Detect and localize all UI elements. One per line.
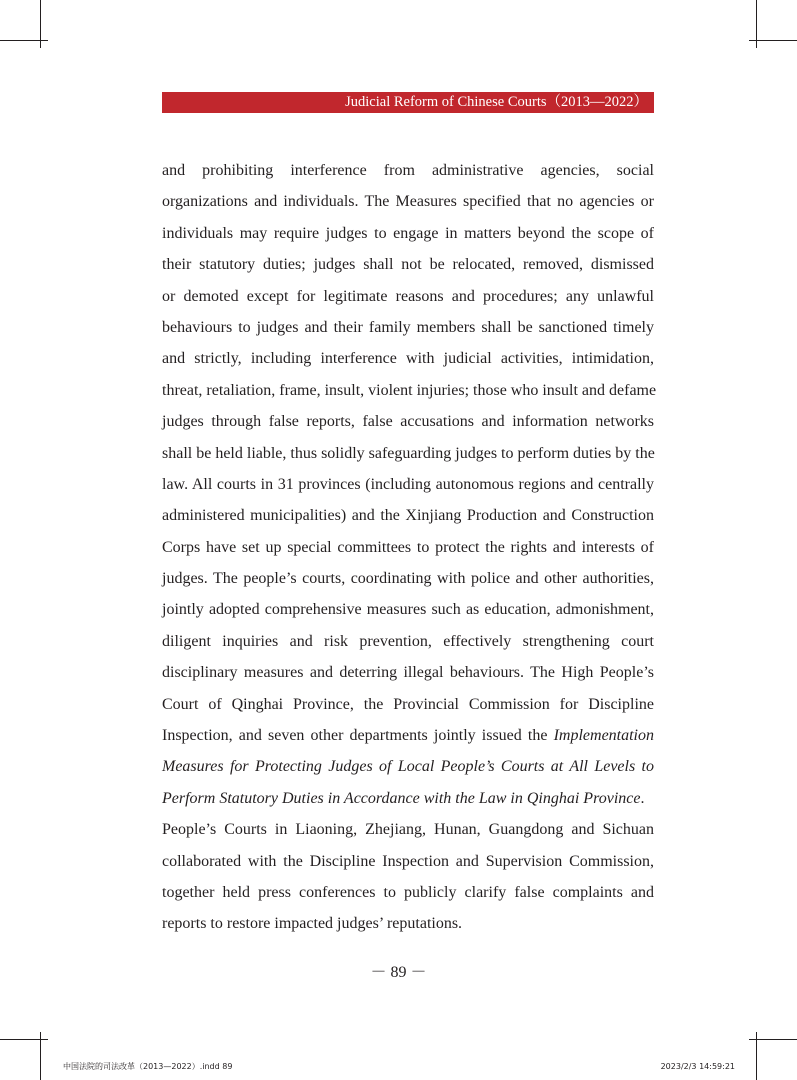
document-title-italic: Implementation (553, 727, 654, 745)
text-line: jointly adopted comprehensive measures such as education, admonishment, (162, 601, 654, 619)
text-line: administered municipalities) and the Xinjiang Production and Construction (162, 507, 654, 525)
page-number: － 89 － (370, 964, 427, 981)
crop-mark (0, 1039, 48, 1040)
text-line: Corps have set up special committees to protect the rights and interests of (162, 538, 654, 556)
running-header (162, 92, 654, 113)
running-header-title: Judicial Reform of Chinese Courts（2013—2022） (345, 94, 648, 110)
text-line: law. All courts in 31 provinces (including autonomous regions and centrally (162, 475, 654, 493)
text-line (162, 783, 654, 814)
text-line: People’s Courts in Liaoning, Zhejiang, Hunan, Guangdong and Sichuan (162, 821, 654, 839)
text-line: behaviours to judges and their family members shall be sanctioned timely (162, 318, 654, 336)
document-title-italic: Measures for Protecting Judges of Local People’s Courts at All Levels to (162, 758, 654, 776)
text-line (162, 720, 654, 751)
body-text (162, 155, 657, 940)
print-slug-file: 中国法院的司法改革（2013—2022）.indd 89 (63, 1062, 233, 1071)
text-line: or demoted except for legitimate reasons and procedures; any unlawful (162, 287, 654, 305)
text-line: disciplinary measures and deterring illegal behaviours. The High People’s (162, 664, 654, 682)
text-line: judges through false reports, false accusations and information networks (162, 413, 654, 431)
text-line-prefix: Inspection, and seven other departments jointly issued the (162, 727, 554, 745)
text-line: diligent inquiries and risk prevention, effectively strengthening court (162, 632, 654, 650)
text-line: threat, retaliation, frame, insult, violent injuries; those who insult and defame (162, 381, 657, 399)
document-title-italic: Perform Statutory Duties in Accordance with the Law in Qinghai Province (162, 789, 641, 807)
text-line: their statutory duties; judges shall not be relocated, removed, dismissed (162, 256, 654, 274)
text-line: and strictly, including interference with judicial activities, intimidation, (162, 350, 654, 368)
text-line-suffix: . (640, 789, 645, 807)
text-line: individuals may require judges to engage in matters beyond the scope of (162, 224, 654, 242)
crop-mark (0, 40, 48, 41)
text-line: judges. The people’s courts, coordinating with police and other authorities, (162, 570, 654, 588)
crop-mark (749, 40, 797, 41)
text-line: and prohibiting interference from administrative agencies, social (162, 162, 654, 179)
print-slug-timestamp: 2023/2/3 14:59:21 (660, 1062, 735, 1071)
text-line: collaborated with the Discipline Inspection and Supervision Commission, (162, 852, 654, 870)
text-line: organizations and individuals. The Measures specified that no agencies or (162, 193, 654, 211)
text-line: shall be held liable, thus solidly safeguarding judges to perform duties by the (162, 444, 655, 462)
text-line: together held press conferences to publicly clarify false complaints and (162, 883, 654, 901)
crop-mark (749, 1039, 797, 1040)
text-line: Court of Qinghai Province, the Provincial Commission for Discipline (162, 695, 654, 713)
text-line: reports to restore impacted judges’ reputations. (162, 915, 463, 933)
